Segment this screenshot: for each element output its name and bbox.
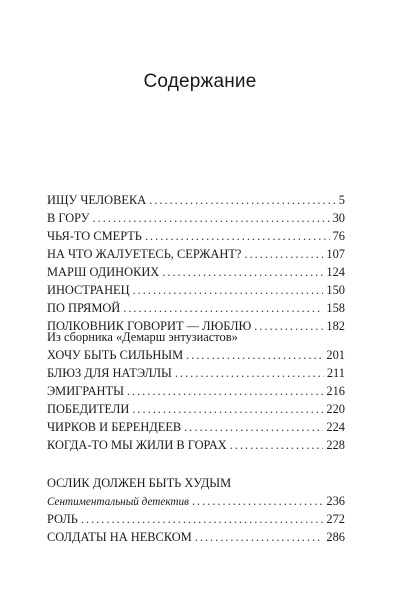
- toc-section-main: [47, 191, 345, 335]
- toc-entry-title: ПО ПРЯМОЙ: [47, 301, 121, 315]
- toc-entry-title: ЭМИГРАНТЫ: [47, 384, 124, 398]
- dot-leader: [123, 299, 323, 317]
- dot-leader: [162, 263, 323, 281]
- page-title: Содержание: [143, 71, 257, 92]
- toc-entry-page: 158: [326, 301, 345, 315]
- dot-leader: [133, 281, 324, 299]
- toc-entry-title: БЛЮЗ ДЛЯ НАТЭЛЛЫ: [47, 366, 172, 380]
- toc-entry: [47, 209, 345, 227]
- dot-leader: [145, 227, 330, 245]
- dot-leader: [81, 510, 324, 528]
- toc-entry-title: ЧЬЯ-ТО СМЕРТЬ: [47, 229, 142, 243]
- dot-leader: [93, 209, 330, 227]
- toc-entry: [47, 281, 345, 299]
- toc-entry-title: В ГОРУ: [47, 211, 90, 225]
- dot-leader: [184, 418, 323, 436]
- toc-entry: [47, 263, 345, 281]
- toc-entry: [47, 346, 345, 364]
- section-heading: ОСЛИК ДОЛЖЕН БЫТЬ ХУДЫМ: [47, 476, 232, 490]
- toc-entry: [47, 510, 345, 528]
- toc-entry: [47, 492, 345, 510]
- toc-entry-page: 211: [326, 366, 345, 380]
- toc-entry-title: ИЩУ ЧЕЛОВЕКА: [47, 193, 147, 207]
- toc-entry-page: 76: [332, 229, 345, 243]
- toc-entry-title: ЧИРКОВ И БЕРЕНДЕЕВ: [47, 420, 182, 434]
- toc-entry-title: ПОЛКОВНИК ГОВОРИТ — ЛЮБЛЮ: [47, 319, 252, 333]
- dot-leader: [192, 492, 323, 510]
- toc-entry-title: КОГДА-ТО МЫ ЖИЛИ В ГОРАХ: [47, 438, 227, 452]
- toc-entry-page: 201: [326, 348, 345, 362]
- toc-entry-page: 236: [326, 494, 345, 508]
- toc-entry-page: 228: [326, 438, 345, 452]
- dot-leader: [149, 191, 336, 209]
- toc-entry-page: 30: [332, 211, 345, 225]
- toc-entry-title: СОЛДАТЫ НА НЕВСКОМ: [47, 530, 192, 544]
- toc-entry: [47, 418, 345, 436]
- toc-entry-page: 150: [326, 283, 345, 297]
- toc-entry-page: 272: [326, 512, 345, 526]
- dot-leader: [175, 364, 324, 382]
- toc-entry-title: ПОБЕДИТЕЛИ: [47, 402, 130, 416]
- toc-entry-title: НА ЧТО ЖАЛУЕТЕСЬ, СЕРЖАНТ?: [47, 247, 242, 261]
- toc-entry: [47, 382, 345, 400]
- toc-entry: [47, 436, 345, 454]
- toc-section-novel: [47, 474, 345, 546]
- toc-entry-title: ИНОСТРАНЕЦ: [47, 283, 130, 297]
- dot-leader: [244, 245, 323, 263]
- toc-entry-title: РОЛЬ: [47, 512, 78, 526]
- dot-leader: [230, 436, 324, 454]
- toc-entry-page: 224: [326, 420, 345, 434]
- toc-entry-page: 182: [326, 319, 345, 333]
- toc-entry-page: 216: [326, 384, 345, 398]
- dot-leader: [132, 400, 323, 418]
- toc-entry-page: 5: [338, 193, 345, 207]
- toc-entry: [47, 245, 345, 263]
- toc-entry: [47, 191, 345, 209]
- section-heading: Из сборника «Демарш энтузиастов»: [47, 330, 238, 344]
- toc-entry-page: 286: [326, 530, 345, 544]
- toc-entry: [47, 364, 345, 382]
- toc-entry-subtitle: Сентиментальный детектив: [47, 496, 189, 508]
- dot-leader: [195, 528, 324, 546]
- toc-entry-page: 124: [326, 265, 345, 279]
- toc-entry: [47, 227, 345, 245]
- toc-entry-page: 220: [326, 402, 345, 416]
- toc-entry: [47, 528, 345, 546]
- dot-leader: [186, 346, 323, 364]
- toc-section-collection: [47, 328, 345, 454]
- toc-entry-title: ХОЧУ БЫТЬ СИЛЬНЫМ: [47, 348, 184, 362]
- toc-entry: [47, 400, 345, 418]
- toc-entry-page: 107: [326, 247, 345, 261]
- toc-entry-title: МАРШ ОДИНОКИХ: [47, 265, 160, 279]
- toc-entry: [47, 299, 345, 317]
- dot-leader: [127, 382, 324, 400]
